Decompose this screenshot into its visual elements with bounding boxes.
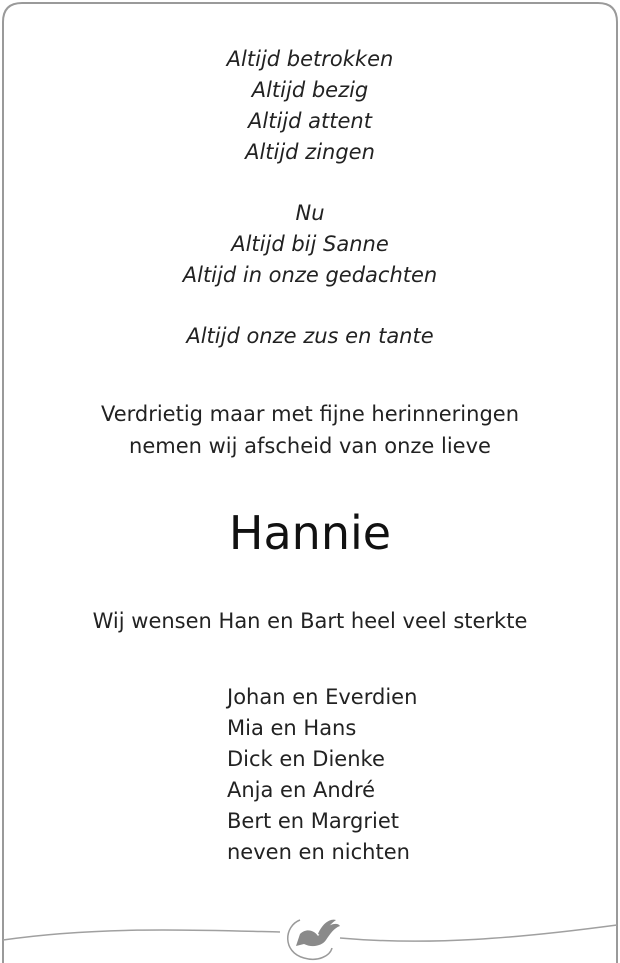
stanza-gap <box>0 291 620 321</box>
poem-line: Altijd zingen <box>245 140 375 164</box>
condolence-wish: Wij wensen Han en Bart heel veel sterkte <box>92 609 528 633</box>
stanza-gap <box>0 168 620 198</box>
poem-line: Altijd bij Sanne <box>231 232 389 256</box>
dove-icon <box>288 920 340 960</box>
poem-line: Altijd in onze gedachten <box>182 263 438 287</box>
deceased-name: Hannie <box>228 506 392 560</box>
poem-line: Altijd bezig <box>251 78 369 102</box>
announcement <box>0 398 620 462</box>
poem-line: Altijd betrokken <box>226 47 394 71</box>
signer: Mia en Hans <box>227 716 357 740</box>
signer: Anja en André <box>227 778 376 802</box>
signer: Johan en Everdien <box>227 685 418 709</box>
poem-line: Altijd attent <box>248 109 372 133</box>
poem <box>0 44 620 352</box>
signer: Dick en Dienke <box>227 747 385 771</box>
signers-list <box>227 682 417 868</box>
signer: Bert en Margriet <box>227 809 399 833</box>
announcement-line: Verdrietig maar met fijne herinneringen <box>100 402 520 426</box>
signer: neven en nichten <box>227 840 410 864</box>
poem-line: Altijd onze zus en tante <box>186 324 434 348</box>
announcement-line: nemen wij afscheid van onze lieve <box>129 434 491 458</box>
poem-line: Nu <box>295 201 325 225</box>
